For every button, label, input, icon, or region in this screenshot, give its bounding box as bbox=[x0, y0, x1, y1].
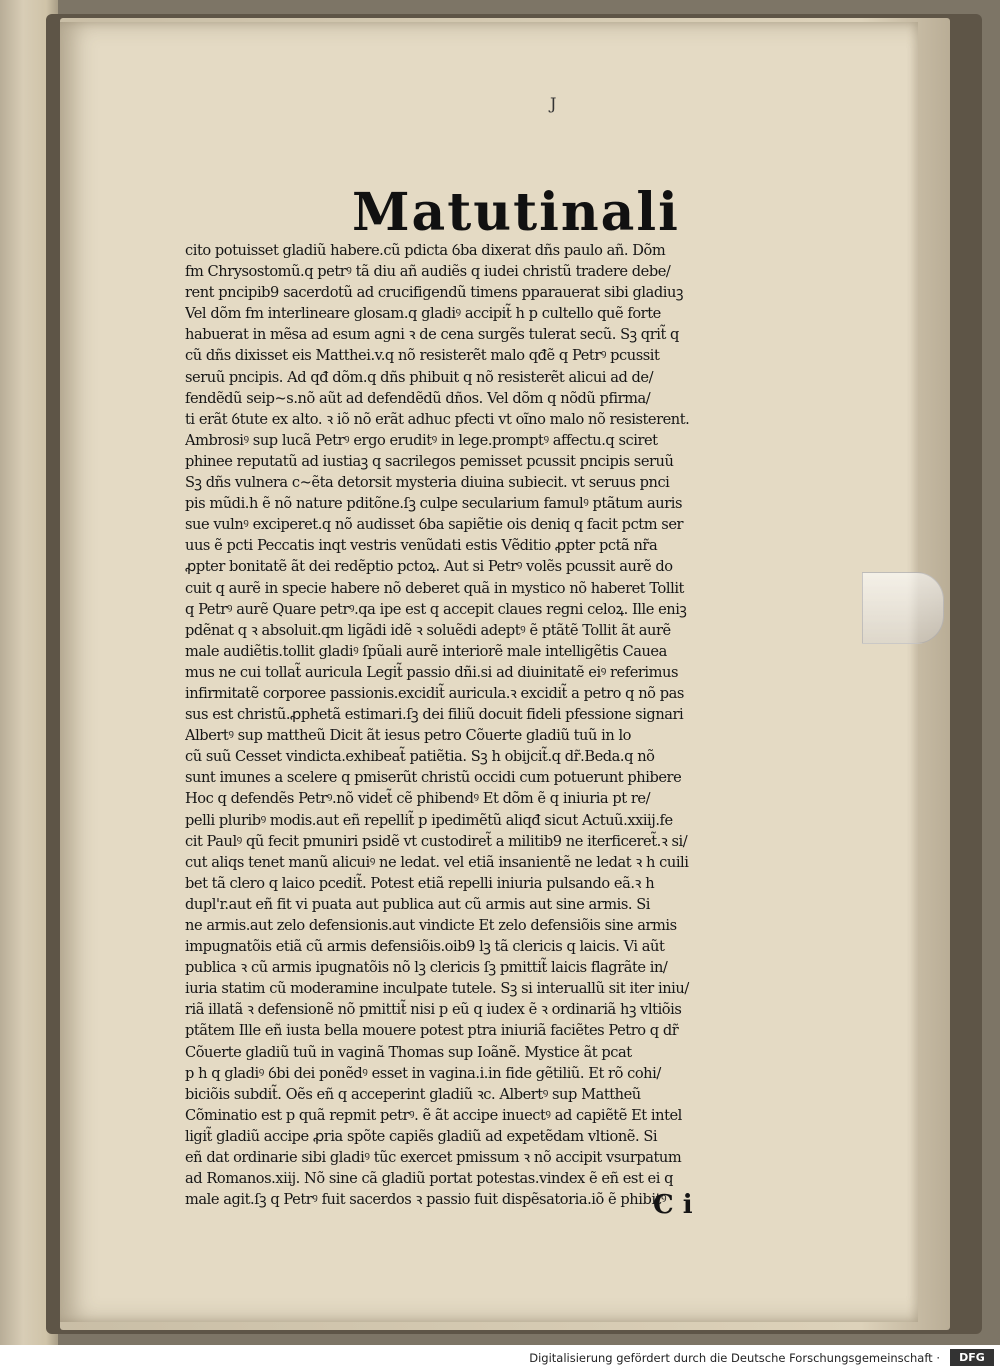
funding-credit: Digitalisierung gefördert durch die Deutsche Forschungsgemeinschaft · bbox=[529, 1351, 940, 1365]
text-line: uus ẽ pcti Peccatis inqt vestris venũdati estis Vẽditio ꝓpter pctã nr̃a bbox=[185, 537, 658, 555]
signature-mark: C i bbox=[653, 1190, 693, 1220]
page-mark: J bbox=[550, 94, 557, 113]
text-line: Ambrosiꝰ sup lucã Petrꝰ ergo eruditꝰ in lege.promptꝰ affectu.q sciret bbox=[185, 431, 658, 449]
text-line: ne armis.aut zelo defensionis.aut vindicte Et zelo defensiõis sine armis bbox=[185, 917, 677, 934]
text-line: bet tã clero q laico pcedit̃. Potest etiã repelli iniuria pulsando eã.ꝛ h bbox=[185, 874, 655, 892]
text-line: fm Chrysostomũ.q petrꝰ tã diu añ audiẽs q iudei christũ tradere debe/ bbox=[185, 263, 671, 281]
text-line: rent pncipib9 sacerdotũ ad crucifigendũ timens pparauerat sibi gladiuꝫ bbox=[185, 284, 683, 302]
text-line: publica ꝛ cũ armis ipugnatõis nõ lꝫ clericis ſꝫ pmittit̃ laicis flagrãte in/ bbox=[185, 959, 668, 977]
text-line: sus est christũ.ꝓphetã estimari.ſꝫ dei filiũ docuit fideli pfessione signari bbox=[185, 706, 684, 724]
text-line: cut aliqs tenet manũ alicuiꝰ ne ledat. vel etiã insanientẽ ne ledat ꝛ h cuili bbox=[185, 853, 689, 871]
text-line: Vel dõm fm interlineare glosam.q gladiꝰ accipit̃ h p cultello quẽ forte bbox=[185, 305, 661, 323]
text-line: riã illatã ꝛ defensionẽ nõ pmittit̃ nisi p eũ q iudex ẽ ꝛ ordinariã hꝫ vltiõis bbox=[185, 1001, 682, 1019]
text-line: male audiẽtis.tollit gladiꝰ ſpũali aurẽ interiorẽ male intelligẽtis Cauea bbox=[185, 642, 667, 660]
text-line: q Petrꝰ aurẽ Quare petrꝰ.qa ipe est q accepit claues regni celoꝝ. Ille eniꝫ bbox=[185, 600, 687, 618]
text-line: p h q gladiꝰ ỽbi dei ponẽdꝰ esset in vagina.i.in fide gẽtiliũ. Et rõ cohi/ bbox=[185, 1064, 661, 1082]
text-line: biciõis subdit̃. Oẽs eñ q acceperint gladiũ ꝛc. Albertꝰ sup Mattheũ bbox=[185, 1085, 641, 1103]
text-line: ptãtem Ille eñ iusta bella mouere potest ptra iniuriã faciẽtes Petro q dr̃ bbox=[185, 1022, 679, 1040]
text-line: dupl'r.aut eñ fit vi puata aut publica aut cũ armis aut sine armis. Si bbox=[185, 895, 651, 913]
text-line: pdẽnat q ꝛ absoluit.qm ligãdi idẽ ꝛ soluẽdi adeptꝰ ẽ ptãtẽ Tollit ãt aurẽ bbox=[185, 621, 671, 639]
text-line: seruũ pncipis. Ad qđ dõm.q dñs phibuit q nõ resisterẽt alicui ad de/ bbox=[185, 368, 654, 386]
body-text bbox=[185, 240, 790, 1210]
text-line: Cõminatio est p quã repmit petrꝰ. ẽ ãt accipe inuectꝰ ad capiẽtẽ Et intel bbox=[185, 1106, 682, 1124]
text-line: habuerat in mẽsa ad esum agni ꝛ de cena surgẽs tulerat secũ. Sꝫ qrit̃ q bbox=[185, 326, 679, 344]
scanned-page bbox=[60, 22, 918, 1322]
text-line: sue vulnꝰ exciperet.q nõ audisset ỽba sapiẽtie ois deniq q facit pctm ser bbox=[185, 516, 684, 534]
text-line: ligit̃ gladiũ accipe ꝓria spõte capiẽs gladiũ ad expetẽdam vltionẽ. Si bbox=[185, 1127, 658, 1145]
text-line: Albertꝰ sup mattheũ Dicit ãt iesus petro Cõuerte gladiũ tuũ in lo bbox=[185, 727, 632, 745]
text-line: ti erãt ỽtute ex alto. ꝛ iõ nõ erãt adhuc pfecti vt oĩno malo nõ resisterent. bbox=[185, 410, 690, 428]
text-line: cuit q aurẽ in specie habere nõ deberet quã in mystico nõ haberet Tollit bbox=[185, 579, 684, 597]
dfg-logo: DFG bbox=[950, 1349, 994, 1366]
text-line: male agit.ſꝫ q Petrꝰ fuit sacerdos ꝛ passio fuit dispẽsatoria.iõ ẽ phibitꝰ bbox=[185, 1191, 667, 1209]
text-line: Hoc q defendẽs Petrꝰ.nõ videt̃ cẽ phibendꝰ Et dõm ẽ q iniuria pt re/ bbox=[185, 790, 651, 808]
running-heading: Matutinali bbox=[352, 182, 680, 243]
text-line: phinee reputatũ ad iustiaꝫ q sacrilegos pemisset pcussit pncipis seruũ bbox=[185, 452, 674, 470]
text-line: infirmitatẽ corporee passionis.excidit̃ auricula.ꝛ excidit̃ a petro q nõ pas bbox=[185, 684, 684, 702]
footer-bar bbox=[0, 1345, 1000, 1371]
text-line: cito potuisset gladiũ habere.cũ pdicta ỽba dixerat dñs paulo añ. Dõm bbox=[185, 242, 666, 259]
text-line: mus ne cui tollat̃ auricula Legit̃ passio dñi.si ad diuinitatẽ eiꝰ referimus bbox=[185, 663, 678, 681]
text-line: Cõuerte gladiũ tuũ in vaginã Thomas sup Ioãnẽ. Mystice ãt pcat bbox=[185, 1043, 632, 1061]
text-line: ad Romanos.xiij. Nõ sine cã gladiũ portat potestas.vindex ẽ eñ est ei q bbox=[185, 1170, 674, 1188]
text-line: ꝓpter bonitatẽ ãt dei redẽptio pctoꝝ. Aut si Petrꝰ volẽs pcussit aurẽ do bbox=[185, 558, 673, 576]
text-line: eñ dat ordinarie sibi gladiꝰ tũc exercet pmissum ꝛ nõ accipit vsurpatum bbox=[185, 1149, 682, 1167]
text-line: pelli pluribꝰ modis.aut eñ repellit̃ p ipedimẽtũ aliqđ sicut Actuũ.xxiij.fe bbox=[185, 811, 673, 829]
text-line: pis mũdi.h ẽ nõ nature pditõne.ſꝫ culpe secularium famulꝰ ptãtum auris bbox=[185, 495, 682, 513]
text-line: cit Paulꝰ qũ fecit pmuniri psidẽ vt custodiret̃ a militib9 ne iterficeret̃.ꝛ si/ bbox=[185, 832, 688, 850]
text-line: fendẽdũ seip~s.nõ aũt ad defendẽdũ dños. Vel dõm q nõdũ pfirma/ bbox=[185, 389, 651, 407]
text-line: cũ dñs dixisset eis Matthei.v.q nõ resisterẽt malo qđẽ q Petrꝰ pcussit bbox=[185, 347, 660, 365]
text-line: sunt imunes a scelere q pmiserũt christũ occidi cum potuerunt phibere bbox=[185, 769, 682, 787]
page-clip bbox=[862, 572, 944, 644]
text-line: impugnatõis etiã cũ armis defensiõis.oib9 lꝫ tã clericis q laicis. Vi aũt bbox=[185, 938, 665, 956]
text-line: iuria statim cũ moderamine inculpate tutele. Sꝫ si interuallũ sit iter iniu/ bbox=[185, 980, 689, 998]
text-line: cũ suũ Cesset vindicta.exhibeat̃ patiẽtia. Sꝫ h obijcit̃.q dr̃.Beda.q nõ bbox=[185, 748, 655, 766]
text-line: Sꝫ dñs vulnera c~ẽta detorsit mysteria diuina subiecit. vt seruus pnci bbox=[185, 474, 670, 492]
